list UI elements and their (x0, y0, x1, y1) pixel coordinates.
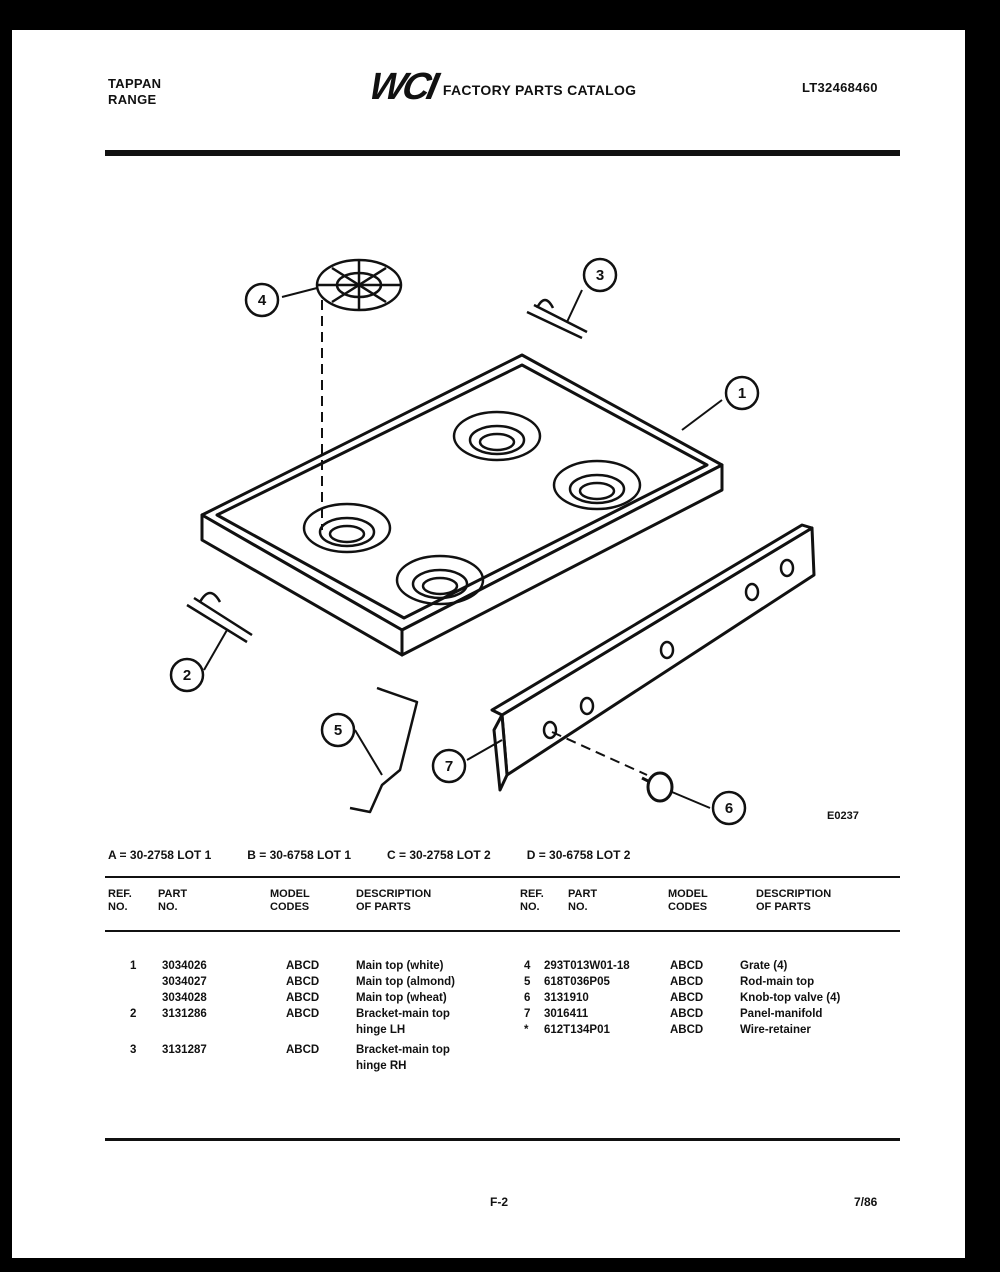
header-rule (105, 150, 900, 156)
callout-6: 6 (724, 800, 734, 817)
col-ref-right: REF. NO. (520, 888, 544, 913)
brand-name: TAPPAN (108, 76, 162, 91)
model-code: B = 30-6758 LOT 1 (247, 848, 351, 862)
table-row: 3034027 ABCD Main top (almond) (162, 976, 456, 988)
wci-logo: WCI (365, 66, 440, 108)
col-model-left: MODEL CODES (270, 888, 310, 913)
callout-3: 3 (595, 267, 605, 284)
col-ref-left: REF. NO. (108, 888, 132, 913)
model-code: C = 30-2758 LOT 2 (387, 848, 491, 862)
col-desc-right: DESCRIPTION OF PARTS (756, 888, 832, 913)
brand-block (108, 76, 161, 108)
callout-2: 2 (182, 667, 192, 684)
callout-4: 4 (257, 292, 267, 309)
table-bottom-rule (105, 1138, 900, 1141)
table-row-continuation: hinge LH (356, 1024, 406, 1036)
valve-leader-dashed (552, 732, 647, 775)
diagram-code: E0237 (827, 810, 859, 822)
table-top-rule (105, 876, 900, 878)
catalog-title: FACTORY PARTS CATALOG (442, 82, 637, 98)
table-row-continuation: hinge RH (356, 1060, 407, 1072)
parts-table-left (108, 960, 508, 1076)
callout-1: 1 (737, 385, 747, 402)
exploded-parts-diagram (142, 210, 862, 830)
table-row: 4 293T013W01-18 ABCD Grate (4) (524, 960, 788, 972)
product-type: RANGE (108, 92, 157, 107)
hinge-lh-drawing (187, 593, 252, 642)
col-model-right: MODEL CODES (668, 888, 708, 913)
table-header-rule (105, 930, 900, 932)
model-codes-legend (108, 848, 630, 862)
catalog-number: LT32468460 (802, 80, 878, 95)
parts-table-right (520, 960, 900, 1040)
table-row: 7 3016411 ABCD Panel-manifold (524, 1008, 823, 1020)
table-row: 1 3034026 ABCD Main top (white) (130, 960, 444, 972)
table-row: 6 3131910 ABCD Knob-top valve (4) (524, 992, 841, 1004)
rod-drawing (350, 688, 417, 812)
col-part-left: PART NO. (158, 888, 188, 913)
knob-drawing (642, 773, 672, 801)
catalog-logo (365, 66, 637, 108)
page-number: F-2 (490, 1195, 508, 1209)
col-desc-left: DESCRIPTION OF PARTS (356, 888, 432, 913)
model-code: A = 30-2758 LOT 1 (108, 848, 212, 862)
catalog-page (12, 30, 965, 1258)
table-row: 3 3131287 ABCD Bracket-main top (130, 1044, 450, 1056)
callout-7: 7 (444, 758, 454, 775)
col-part-right: PART NO. (568, 888, 598, 913)
catalog-date: 7/86 (854, 1195, 878, 1209)
grate-drawing (317, 260, 401, 310)
table-row: 3034028 ABCD Main top (wheat) (162, 992, 447, 1004)
hinge-rh-drawing (527, 300, 587, 338)
table-row: 5 618T036P05 ABCD Rod-main top (524, 976, 815, 988)
model-code: D = 30-6758 LOT 2 (526, 848, 631, 862)
table-row: 2 3131286 ABCD Bracket-main top (130, 1008, 450, 1020)
callout-5: 5 (333, 722, 343, 739)
table-row: * 612T134P01 ABCD Wire-retainer (524, 1024, 811, 1036)
main-top-drawing (202, 355, 722, 655)
